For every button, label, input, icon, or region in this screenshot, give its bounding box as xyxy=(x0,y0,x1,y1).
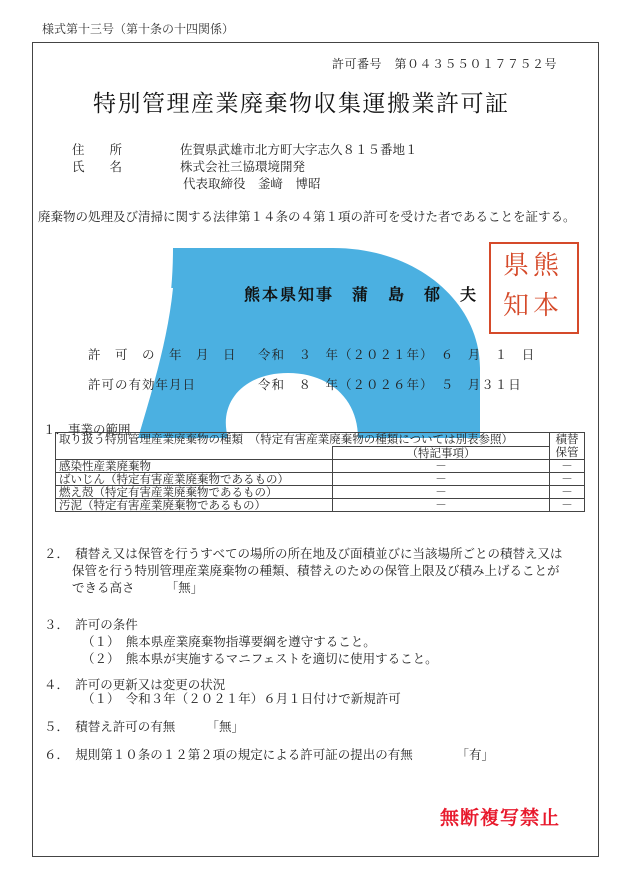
governor-name: 熊本県知事 蒲 島 郁 夫 xyxy=(244,285,479,304)
special-note: － xyxy=(333,473,550,486)
seal-char: 熊 xyxy=(533,251,560,281)
form-number: 様式第十三号（第十条の十四関係） xyxy=(42,22,235,36)
seal-char: 知 xyxy=(503,291,530,321)
waste-type: 感染性産業廃棄物 xyxy=(56,460,333,473)
no-copy-notice: 無断複写禁止 xyxy=(440,807,561,829)
section-3-item-2: （２） 熊本県が実施するマニフェストを適切に使用すること。 xyxy=(82,651,438,666)
expiry-date: 令和 ８ 年（２０２６年） ５ 月３１日 xyxy=(258,377,522,392)
company-name: 株式会社三協環境開発 xyxy=(180,159,306,174)
representative: 代表取締役 釜﨑 博昭 xyxy=(183,176,321,191)
seal-char: 本 xyxy=(533,291,560,321)
name-label: 氏 名 xyxy=(72,159,123,174)
table-row xyxy=(56,473,585,486)
header-special-notes: （特記事項） xyxy=(333,446,550,460)
table-header-row xyxy=(56,446,585,460)
seal-char: 県 xyxy=(503,251,530,281)
section-3-title: ３． 許可の条件 xyxy=(44,617,138,632)
section-2-line-3: できる高さ 「無」 xyxy=(72,580,204,595)
special-note: － xyxy=(333,460,550,473)
waste-type: 燃え殻（特定有害産業廃棄物であるもの） xyxy=(56,486,333,499)
table-row xyxy=(56,486,585,499)
certification-statement: 廃棄物の処理及び清掃に関する法律第１４条の４第１項の許可を受けた者であることを証する。 xyxy=(38,209,576,224)
section-4-item-1: （１） 令和３年（２０２１年）６月１日付けで新規許可 xyxy=(82,691,401,706)
expiry-date-label: 許可の有効年月日 xyxy=(88,377,197,392)
storage-flag: － xyxy=(550,460,585,473)
permit-number: 許可番号 第０４３５５０１７７５２号 xyxy=(332,57,558,71)
storage-flag: － xyxy=(550,486,585,499)
special-note: － xyxy=(333,499,550,512)
special-note: － xyxy=(333,486,550,499)
waste-type: ばいじん（特定有害産業廃棄物であるもの） xyxy=(56,473,333,486)
scope-table xyxy=(55,432,585,512)
table-row xyxy=(56,499,585,512)
permit-date-label: 許 可 の 年 月 日 xyxy=(88,347,237,362)
address-label: 住 所 xyxy=(72,142,123,157)
storage-flag: － xyxy=(550,499,585,512)
permit-date: 令和 ３ 年（２０２１年） ６ 月 １ 日 xyxy=(258,347,536,362)
section-2-line-2: 保管を行う特別管理産業廃棄物の種類、積替えのための保管上限及び積み上げることが xyxy=(72,563,560,578)
address-value: 佐賀県武雄市北方町大字志久８１５番地１ xyxy=(180,142,418,157)
header-storage: 積替保管 xyxy=(550,433,585,460)
header-waste-type: 取り扱う特別管理産業廃棄物の種類 （特定有害産業廃棄物の種類については別表参照） xyxy=(56,433,550,447)
table-header-row xyxy=(56,433,585,447)
table-row xyxy=(56,460,585,473)
section-5: ５． 積替え許可の有無 「無」 xyxy=(44,719,245,734)
section-2-line-1: ２． 積替え又は保管を行うすべての場所の所在地及び面積並びに当該場所ごとの積替え又は xyxy=(44,546,563,561)
official-seal xyxy=(489,242,579,334)
section-3-item-1: （１） 熊本県産業廃棄物指導要綱を遵守すること。 xyxy=(82,634,376,649)
storage-flag: － xyxy=(550,473,585,486)
scope-section-title: １．事業の範囲 xyxy=(43,422,131,437)
waste-type: 汚泥（特定有害産業廃棄物であるもの） xyxy=(56,499,333,512)
section-4-title: ４． 許可の更新又は変更の状況 xyxy=(44,677,226,692)
section-6: ６． 規則第１０条の１２第２項の規定による許可証の提出の有無 「有」 xyxy=(44,747,495,762)
kumamoto-prefecture-logo xyxy=(118,248,480,438)
document-title: 特別管理産業廃棄物収集運搬業許可証 xyxy=(93,91,510,117)
